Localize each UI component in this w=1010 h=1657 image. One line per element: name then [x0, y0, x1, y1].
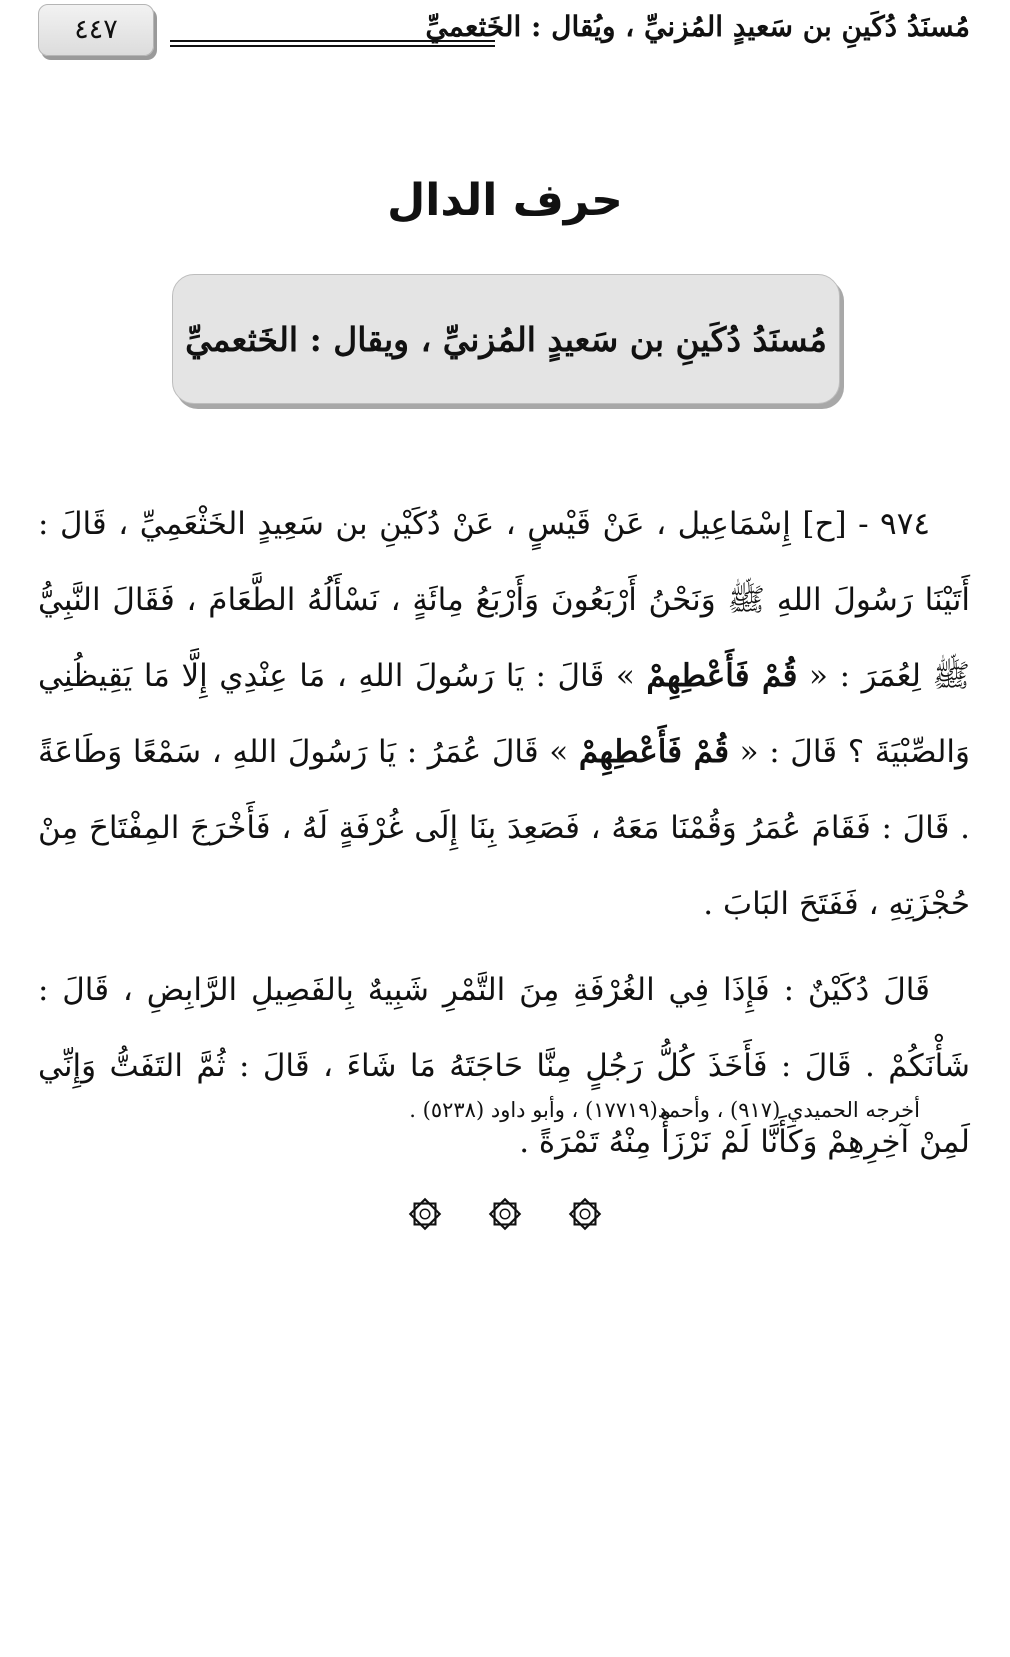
- hadith-paragraph-2: قَالَ دُكَيْنٌ : فَإِذَا فِي الغُرْفَةِ مِنَ التَّمْرِ شَبِيهٌ بِالفَصِيلِ الرَّابِضِ ، قَالَ : شَأْنَكُمْ . قَالَ : فَأَخَذَ كُلُّ رَجُلٍ مِنَّا حَاجَتَهُ مَا شَاءَ ، قَالَ : ثُمَّ التَفَتُّ وَإِنِّي لَمِنْ آخِرِهِمْ وَكَأَنَّا لَمْ نَرْزَأْ مِنْهُ تَمْرَةً .: [38, 972, 970, 1160]
- section-end-ornaments: [0, 1195, 1010, 1233]
- page-header: [0, 0, 1010, 70]
- running-title: مُسنَدُ دُكَينِ بن سَعيدٍ المُزنيِّ ، ويُقال : الخَثعميِّ: [425, 10, 970, 43]
- page-number: ٤٤٧: [38, 4, 154, 56]
- eight-point-star-icon: [406, 1195, 444, 1233]
- hadith-text: [38, 486, 970, 1180]
- hadith-text-segment: » قَالَ عُمَرُ : يَا رَسُولَ اللهِ ، سَمْعًا وَطَاعَةً . قَالَ : فَقَامَ عُمَرُ وَقُمْنَا مَعَهُ ، فَصَعِدَ بِنَا إِلَى غُرْفَةٍ لَهُ ، فَأَخْرَجَ المِفْتَاحَ مِنْ حُجْزَتِهِ ، فَفَتَحَ البَابَ .: [38, 734, 970, 922]
- takhrij-footnote: أخرجه الحميدي (٩١٧) ، وأحمد(١٧٧١٩) ، وأبو داود (٥٢٣٨) .: [409, 1098, 920, 1122]
- section-title: حرف الدال: [387, 175, 623, 226]
- eight-point-star-icon: [486, 1195, 524, 1233]
- prophet-quote: قُمْ فَأَعْطِهِمْ: [646, 658, 798, 694]
- hadith-paragraph-1: [38, 486, 970, 942]
- musnad-title-box: [172, 274, 840, 404]
- eight-point-star-icon: [566, 1195, 604, 1233]
- prophet-quote: قُمْ فَأَعْطِهِمْ: [578, 734, 730, 770]
- hadith-text-segment: ٩٧٤ - [ح] إِسْمَاعِيل ، عَنْ قَيْسٍ ، عَنْ دُكَيْنِ بن سَعِيدٍ الخَثْعَمِيِّ ، قَالَ : أَتَيْنَا رَسُولَ اللهِ ﷺ وَنَحْنُ أَرْبَعُونَ وَأَرْبَعُ مِائَةٍ ، نَسْأَلُهُ الطَّعَامَ ، فَقَالَ النَّبِيُّ ﷺ لِعُمَرَ : «: [38, 506, 970, 694]
- hadith-text-segment: » قَالَ : يَا رَسُولَ اللهِ ، مَا عِنْدِي إِلَّا مَا يَقِيظُنِي وَالصِّبْيَةَ ؟ قَالَ : «: [38, 658, 971, 770]
- musnad-title: مُسنَدُ دُكَينِ بن سَعيدٍ المُزنيِّ ، ويقال : الخَثعميِّ: [185, 319, 827, 359]
- header-rule: [170, 45, 495, 47]
